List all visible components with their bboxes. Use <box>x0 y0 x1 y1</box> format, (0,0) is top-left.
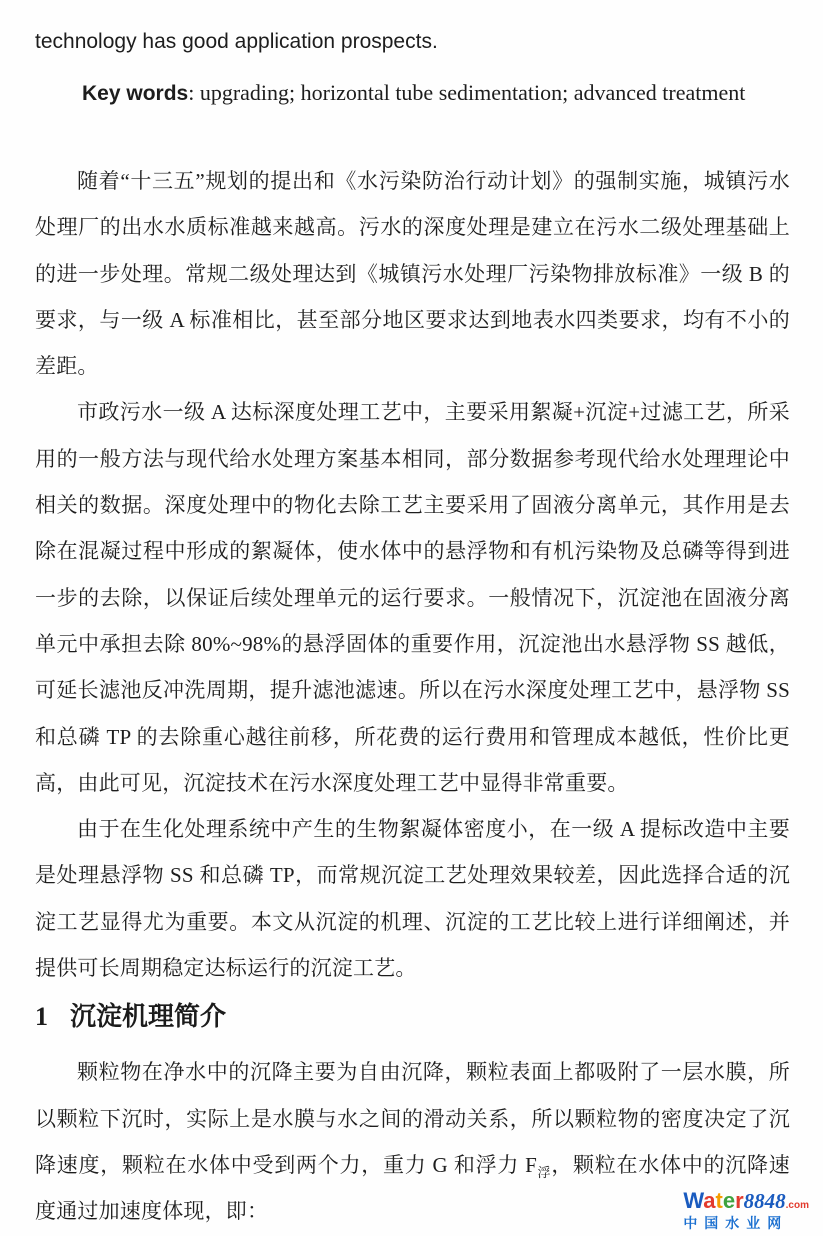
keywords-label: Key words <box>82 82 189 105</box>
section-number: 1 <box>35 1002 48 1032</box>
english-sentence: technology has good application prospects. <box>35 30 438 53</box>
paragraph-settling-mechanism <box>35 1049 790 1234</box>
paragraph-process-description: 市政污水一级 A 达标深度处理工艺中，主要采用絮凝+沉淀+过滤工艺，所采用的一般方法与现代给水处理方案基本相同，部分数据参考现代给水处理理论中相关的数据。深度处理中的物化去除工艺主要采用了固液分离单元，其作用是去除在混凝过程中形成的絮凝体，使水体中的悬浮物和有机污染物及总磷等得到进一步的去除，以保证后续处理单元的运行要求。一般情况下，沉淀池在固液分离单元中承担去除 80%~98%的悬浮固体的重要作用，沉淀池出水悬浮物 SS 越低，可延长滤池反冲洗周期，提升滤池滤速。所以在污水深度处理工艺中，悬浮物 SS 和总磷 TP 的去除重心越往前移，所花费的运行费用和管理成本越低，性价比更高，由此可见，沉淀技术在污水深度处理工艺中显得非常重要。 <box>35 400 790 795</box>
water8848-logo <box>683 1190 809 1230</box>
paragraph-settling-part2: ，颗粒在水体中的沉降速度通过加速度体现，即： <box>35 1152 791 1224</box>
brand-word: Water <box>683 1188 744 1213</box>
buoyancy-subscript: 浮 <box>537 1165 552 1181</box>
body-text <box>35 158 790 1235</box>
brand-tagline: 中国水业网 <box>683 1215 789 1231</box>
keywords-text: : upgrading; horizontal tube sedimentation; advanced treatment <box>188 80 746 105</box>
keywords-line <box>82 80 790 106</box>
paragraph-bioflocculation: 由于在生化处理系统中产生的生物絮凝体密度小，在一级 A 提标改造中主要是处理悬浮物 SS 和总磷 TP，而常规沉淀工艺处理效果较差，因此选择合适的沉淀工艺显得尤为重要。本文从沉淀的机理、沉淀的工艺比较上进行详细阐述，并提供可长周期稳定达标运行的沉淀工艺。 <box>35 817 790 981</box>
brand-number: 8848 <box>743 1189 786 1213</box>
paragraph-intro-standards: 随着“十三五”规划的提出和《水污染防治行动计划》的强制实施，城镇污水处理厂的出水水质标准越来越高。污水的深度处理是建立在污水二级处理基础上的进一步处理。常规二级处理达到《城镇污水处理厂污染物排放标准》一级 B 的要求，与一级 A 标准相比，甚至部分地区要求达到地表水四类要求，均有不小的差距。 <box>35 169 790 379</box>
section-title: 沉淀机理简介 <box>70 1002 227 1032</box>
brand-line <box>683 1190 809 1212</box>
paragraph-settling-part1: 颗粒物在净水中的沉降主要为自由沉降，颗粒表面上都吸附了一层水膜，所以颗粒下沉时，实际上是水膜与水之间的滑动关系，所以颗粒物的密度决定了沉降速度，颗粒在水体中受到两个力，重力 G 和浮力 F <box>35 1060 790 1177</box>
brand-tld: .com <box>785 1200 809 1211</box>
section-heading <box>35 997 790 1037</box>
